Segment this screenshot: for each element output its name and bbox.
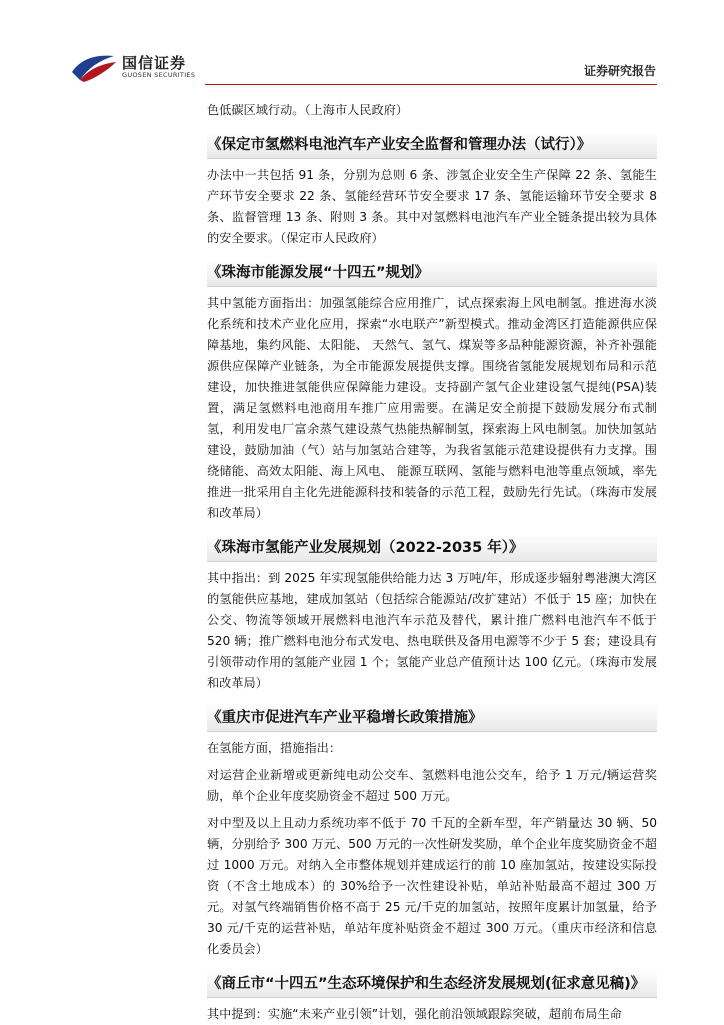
section-heading: 《珠海市能源发展“十四五”规划》: [207, 259, 657, 287]
paragraph: 对运营企业新增或更新纯电动公交车、氢燃料电池公交车，给予 1 万元/辆运营奖励，单个企业年度奖励资金不超过 500 万元。: [207, 768, 657, 803]
paragraph: 其中提到：实施“未来产业引领”计划，强化前沿领域跟踪突破，超前布局生命: [207, 1007, 622, 1021]
paragraph: 其中氢能方面指出：加强氢能综合应用推广，试点探索海上风电制氢。推进海水淡化系统和技术产业化应用，探索“水电联产”新型模式。推动金湾区打造能源供应保障基地，集约风能、太阳能、 天然气、氢气、煤炭等多品种能源资源，补齐补强能源供应保障产业链条，为全市能源发展提供支撑。围绕省氢能发展规划布局和示范建设，加快推进氢能供应保障能力建设。支持副产氢气企业建设氢气提纯(PSA)装置，满足氢燃料电池商用车推广应用需要。在满足安全前提下鼓励发展分布式制氢，利用发电厂富余蒸气建设蒸气热能热解制氢，探索海上风电制氢。加快加氢站建设，鼓励加油（气）站与加氢站合建等，为我省氢能示范建设提供有力支撑。围绕储能、高效太阳能、海上风电、 能源互联网、氢能与燃料电池等重点领域，率先推进一批采用自主化先进能源科技和装备的示范工程，鼓励先行先试。（珠海市发展和改革局）: [207, 296, 657, 520]
paragraph: 其中指出：到 2025 年实现氢能供给能力达 3 万吨/年，形成逐步辐射粤港澳大湾区的氢能供应基地，建成加氢站（包括综合能源站/改扩建站）不低于 15 座；加快在公交、物流等领域开展燃料电池汽车示范及替代，累计推广燃料电池汽车不低于 520 辆；推广燃料电池分布式发电、热电联供及备用电源等不少于 5 套；建设具有引领带动作用的氢能产业园 1 个；氢能产业总产值预计达 100 亿元。（珠海市发展和改革局）: [207, 571, 657, 690]
report-type-label: 证券研究报告: [583, 64, 656, 78]
page-header: [0, 0, 724, 90]
paragraph: 对中型及以上且动力系统功率不低于 70 千瓦的全新车型，年产销量达 30 辆、50 辆，分别给予 300 万元、500 万元的一次性研发奖励，单个企业年度奖励资金不超过 1000 万元。对纳入全市整体规划并建成运行的前 10 座加氢站，按建设实际投资（不含土地成本）的 30%给予一次性建设补贴，单站补贴最高不超过 300 万元。对氢气终端销售价格不高于 25 元/千克的加氢站，按照年度累计加氢量，给予 30 元/千克的运营补贴，单站年度补贴资金不超过 300 万元。（重庆市经济和信息化委员会）: [207, 816, 657, 956]
logo-text-cn: 国信证券: [122, 54, 187, 72]
paragraph: 办法中一共包括 91 条，分别为总则 6 条、涉氢企业安全生产保障 22 条、氢能生产环节安全要求 22 条、氢能经营环节安全要求 17 条、氢能运输环节安全要求 8 条、监督管理 13 条、附则 3 条。其中对氢燃料电池汽车产业全链条提出较为具体的安全要求。（保定市人民政府）: [207, 168, 657, 245]
header-divider: [205, 84, 657, 85]
guosen-logo: [70, 48, 210, 88]
paragraph: 色低碳区域行动。（上海市人民政府）: [207, 103, 409, 117]
logo-text-en: GUOSEN SECURITIES: [122, 71, 196, 79]
section-heading: 《保定市氢燃料电池汽车产业安全监督和管理办法（试行）》: [207, 131, 657, 159]
guosen-logo-icon: [70, 48, 118, 84]
section-heading: 《珠海市氢能产业发展规划（2022-2035 年）》: [207, 534, 657, 562]
section-heading: 《重庆市促进汽车产业平稳增长政策措施》: [207, 704, 657, 732]
section-heading: 《商丘市“十四五”生态环境保护和生态经济发展规划(征求意见稿)》: [207, 970, 657, 998]
document-body: [207, 100, 657, 1025]
paragraph: 在氢能方面，措施指出：: [207, 741, 342, 755]
